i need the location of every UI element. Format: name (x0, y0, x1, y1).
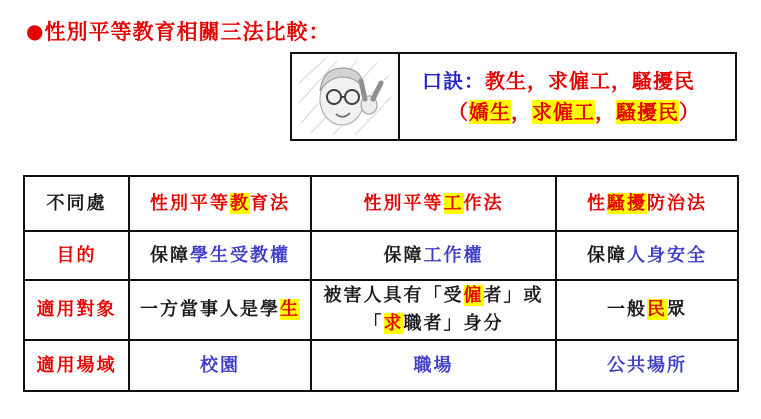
header-cell-education-act: 性別平等教育法 (129, 176, 311, 231)
table-row-applicable-venue (24, 340, 738, 391)
cell-venue-harassment: 公共場所 (556, 340, 738, 391)
header-cell-harassment-act: 性騷擾防治法 (556, 176, 738, 231)
portrait-sketch-image (292, 54, 400, 139)
mnemonic-box (290, 52, 737, 141)
page-title-text: 性別平等教育相關三法比較： (44, 20, 331, 44)
table-row-purpose (24, 231, 738, 280)
cell-purpose-employment: 保障工作權 (311, 231, 556, 280)
header-cell-employment-act: 性別平等工作法 (311, 176, 556, 231)
table-row-applicable-subjects (24, 280, 738, 340)
cell-venue-employment: 職場 (311, 340, 556, 391)
mnemonic-text (400, 54, 735, 139)
page-title (26, 16, 330, 46)
mnemonic-line2: （嬌生，求僱工，騷擾民） (448, 100, 700, 124)
mnemonic-line1: 口訣：教生，求僱工，騷擾民 (422, 69, 695, 93)
face-sketch-icon (297, 57, 393, 137)
cell-subjects-employment: 被害人具有「受僱者」或 「求職者」身分 (311, 280, 556, 340)
row-label-applicable-subjects: 適用對象 (24, 280, 129, 340)
row-label-purpose: 目的 (24, 231, 129, 280)
cell-purpose-education: 保障學生受教權 (129, 231, 311, 280)
cell-subjects-harassment: 一般民眾 (556, 280, 738, 340)
bullet-icon: ● (26, 19, 45, 43)
table-header-row (24, 176, 738, 231)
cell-purpose-harassment: 保障人身安全 (556, 231, 738, 280)
comparison-table (23, 175, 739, 392)
header-cell-difference: 不同處 (24, 176, 129, 231)
cell-subjects-education: 一方當事人是學生 (129, 280, 311, 340)
row-label-applicable-venue: 適用場域 (24, 340, 129, 391)
cell-venue-education: 校園 (129, 340, 311, 391)
